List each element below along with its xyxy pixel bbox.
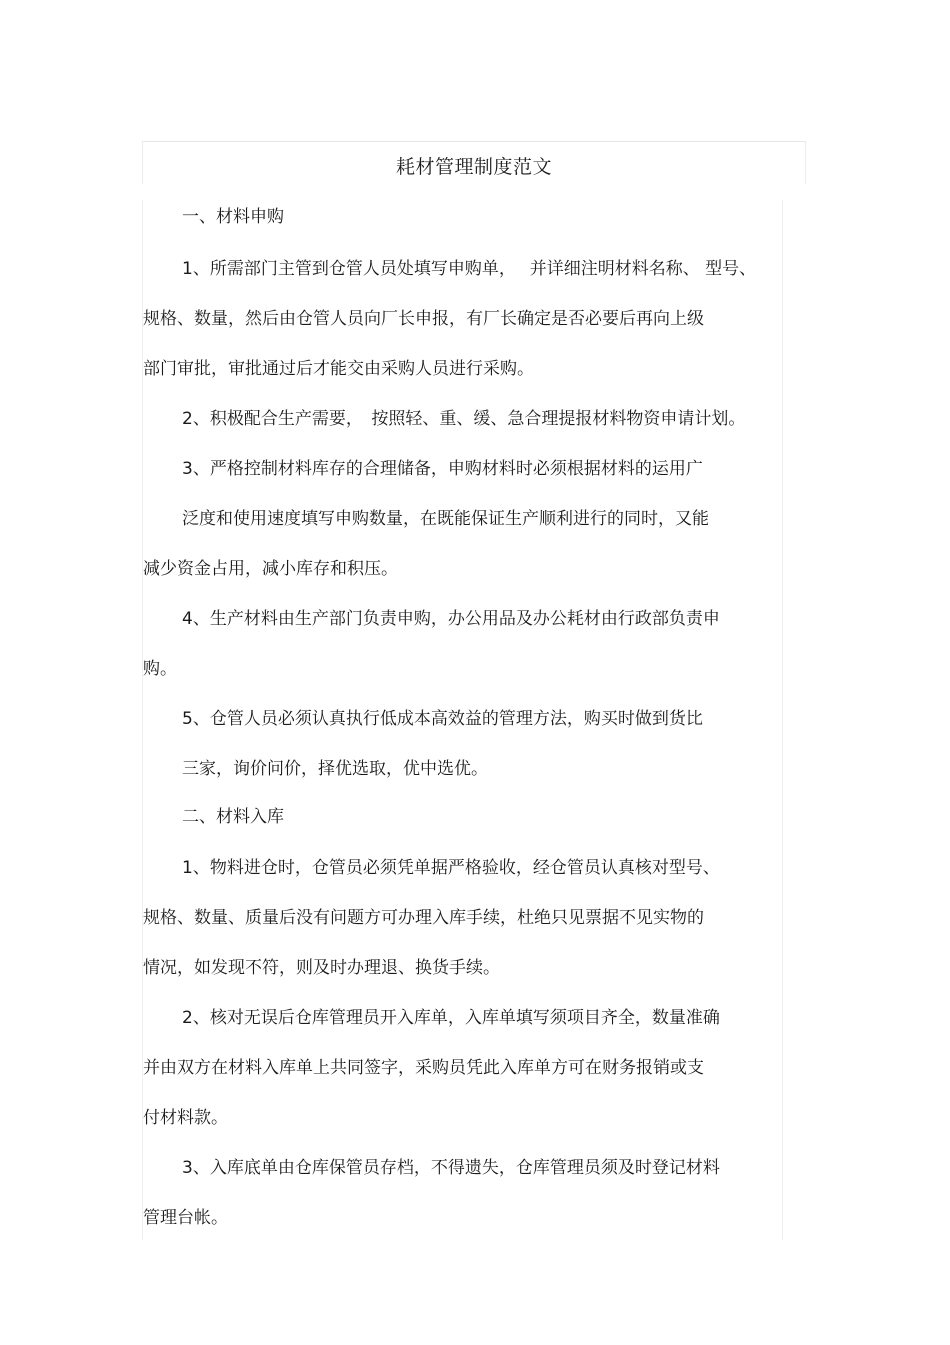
- paragraph-line: 付材料款。: [143, 1108, 228, 1128]
- paragraph-line: 情况，如发现不符，则及时办理退、换货手续。: [143, 958, 500, 978]
- paragraph-line: 规格、数量、质量后没有问题方可办理入库手续，杜绝只见票据不见实物的: [143, 908, 704, 928]
- paragraph-line: 2、积极配合生产需要， 按照轻、重、缓、急合理提报材料物资申请计划。: [182, 409, 746, 429]
- paragraph-line: 减少资金占用，减小库存和积压。: [143, 559, 398, 579]
- paragraph-line: 三家，询价问价，择优选取，优中选优。: [182, 759, 488, 779]
- paragraph-line: 管理台帐。: [143, 1208, 228, 1228]
- paragraph-line: 2、核对无误后仓库管理员开入库单，入库单填写须项目齐全，数量准确: [182, 1008, 720, 1028]
- paragraph-line: 规格、数量，然后由仓管人员向厂长申报，有厂长确定是否必要后再向上级: [143, 309, 704, 329]
- paragraph-line: 3、入库底单由仓库保管员存档，不得遗失，仓库管理员须及时登记材料: [182, 1158, 720, 1178]
- document-title: 耗材管理制度范文: [395, 156, 552, 178]
- paragraph-line: 泛度和使用速度填写申购数量，在既能保证生产顺利进行的同时，又能: [182, 509, 709, 529]
- paragraph-line: 并由双方在材料入库单上共同签字，采购员凭此入库单方可在财务报销或支: [143, 1058, 704, 1078]
- frame-left-border: [142, 200, 143, 1240]
- frame-right-border: [782, 200, 783, 1240]
- section-heading-purchase: 一、材料申购: [182, 207, 284, 227]
- paragraph-line: 3、严格控制材料库存的合理储备，申购材料时必须根据材料的运用广: [182, 459, 703, 479]
- paragraph-line: 购。: [143, 659, 177, 679]
- paragraph-line: 1、物料进仓时，仓管员必须凭单据严格验收，经仓管员认真核对型号、: [182, 858, 720, 878]
- paragraph-line: 部门审批，审批通过后才能交由采购人员进行采购。: [143, 359, 534, 379]
- paragraph-line: 5、仓管人员必须认真执行低成本高效益的管理方法，购买时做到货比: [182, 709, 703, 729]
- section-heading-warehousing: 二、材料入库: [182, 807, 284, 827]
- paragraph-line: 1、所需部门主管到仓管人员处填写申购单， 并详细注明材料名称、 型号、: [182, 259, 757, 279]
- title-box: [142, 141, 806, 184]
- paragraph-line: 4、生产材料由生产部门负责申购，办公用品及办公耗材由行政部负责申: [182, 609, 720, 629]
